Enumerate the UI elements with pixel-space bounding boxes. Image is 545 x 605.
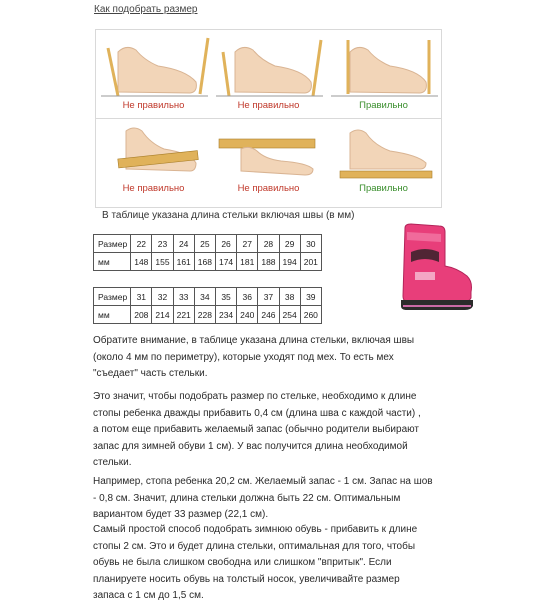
text-line: Обратите внимание, в таблице указана длина стельки, включая швы	[93, 335, 415, 346]
caption-right: Правильно	[359, 183, 408, 194]
row-label: мм	[94, 253, 131, 271]
table-row-sizes	[94, 235, 322, 253]
size-cell: 26	[215, 235, 236, 253]
size-cell: 28	[258, 235, 279, 253]
size-cell: 22	[131, 235, 152, 253]
size-cell: 31	[131, 288, 152, 306]
mm-cell: 240	[237, 306, 258, 324]
text-line: стопы 2 см. Это и будет длина стельки, оптимальная для того, чтобы	[93, 540, 416, 552]
mm-cell: 254	[279, 306, 300, 324]
text-line: обувь не была слишком свободна или слишком "впритык". Если	[93, 557, 392, 568]
panel-right	[326, 30, 441, 118]
table-row-mm	[94, 306, 322, 324]
text-line: запаса с 1 см до 1,5 см.	[93, 590, 204, 601]
size-cell: 23	[152, 235, 173, 253]
mm-cell: 234	[215, 306, 236, 324]
foot-pencil-icon	[326, 30, 441, 100]
text-line: Самый простой способ подобрать зимнюю обувь - прибавить к длине	[93, 524, 418, 535]
panel-right	[326, 119, 441, 207]
table-row-sizes	[94, 288, 322, 306]
mm-cell: 161	[173, 253, 194, 271]
foot-ruler-icon	[96, 119, 211, 185]
panel-wrong-2	[211, 119, 326, 207]
example-paragraph	[93, 474, 453, 524]
foot-ruler-icon	[326, 119, 441, 185]
size-cell: 27	[237, 235, 258, 253]
mm-cell: 214	[152, 306, 173, 324]
size-cell: 35	[215, 288, 236, 306]
text-line: (около 4 мм по периметру), которые уходят под мех. То есть мех	[93, 351, 394, 363]
mm-cell: 188	[258, 253, 279, 271]
mm-cell: 181	[237, 253, 258, 271]
tip-paragraph	[93, 522, 453, 605]
text-line: запас для зимней обуви 1 см). У вас получится длина необходимой	[93, 440, 408, 452]
foot-pencil-icon	[211, 30, 326, 100]
panel-wrong-2	[211, 30, 326, 118]
panel-wrong-1	[96, 119, 211, 207]
mm-cell: 155	[152, 253, 173, 271]
mm-cell: 260	[300, 306, 321, 324]
mm-cell: 221	[173, 306, 194, 324]
size-cell: 24	[173, 235, 194, 253]
size-table-1	[93, 234, 322, 271]
foot-pencil-icon	[96, 30, 211, 100]
size-cell: 29	[279, 235, 300, 253]
table-note: В таблице указана длина стельки включая швы (в мм)	[102, 210, 355, 221]
text-line: стельки.	[93, 457, 132, 468]
caption-wrong: Не правильно	[122, 100, 185, 111]
text-line: планируете носить обувь на толстый носок, увеличивайте размер	[93, 573, 400, 585]
note-paragraph-2	[93, 389, 453, 472]
mm-cell: 174	[215, 253, 236, 271]
note-paragraph-1	[93, 333, 453, 383]
mm-cell: 208	[131, 306, 152, 324]
size-cell: 38	[279, 288, 300, 306]
row-label: Размер	[94, 235, 131, 253]
mm-cell: 228	[194, 306, 215, 324]
table-row-mm	[94, 253, 322, 271]
text-line: Это значит, чтобы подобрать размер по стельке, необходимо к длине	[93, 391, 417, 402]
text-line: стопы ребенка дважды прибавить 0,4 см (длина шва с каждой части) ,	[93, 407, 421, 419]
size-cell: 25	[194, 235, 215, 253]
size-guide-link[interactable]: Как подобрать размер	[94, 4, 198, 15]
size-cell: 33	[173, 288, 194, 306]
size-cell: 39	[300, 288, 321, 306]
text-line: вариантом будет 33 размер (22,1 см).	[93, 509, 269, 520]
caption-wrong: Не правильно	[237, 183, 300, 194]
caption-right: Правильно	[359, 100, 408, 111]
row-label: мм	[94, 306, 131, 324]
mm-cell: 194	[279, 253, 300, 271]
panel-wrong-1	[96, 30, 211, 118]
foot-ruler-icon	[211, 119, 326, 185]
caption-wrong: Не правильно	[237, 100, 300, 111]
measurement-illustration-top	[95, 29, 442, 119]
mm-cell: 246	[258, 306, 279, 324]
text-line: а потом еще прибавить желаемый запас (обычно родители выбирают	[93, 424, 419, 435]
size-cell: 30	[300, 235, 321, 253]
size-cell: 34	[194, 288, 215, 306]
size-cell: 32	[152, 288, 173, 306]
mm-cell: 201	[300, 253, 321, 271]
boot-icon	[395, 222, 475, 312]
caption-wrong: Не правильно	[122, 183, 185, 194]
size-table-2	[93, 287, 322, 324]
size-cell: 37	[258, 288, 279, 306]
text-line: "съедает" часть стельки.	[93, 368, 208, 379]
text-line: Например, стопа ребенка 20,2 см. Желаемый запас - 1 см. Запас на шов	[93, 476, 433, 487]
measurement-illustration-bottom	[95, 118, 442, 208]
size-cell: 36	[237, 288, 258, 306]
text-line: - 0,8 см. Значит, длина стельки должна быть 22 см. Оптимальным	[93, 492, 401, 504]
mm-cell: 168	[194, 253, 215, 271]
row-label: Размер	[94, 288, 131, 306]
mm-cell: 148	[131, 253, 152, 271]
